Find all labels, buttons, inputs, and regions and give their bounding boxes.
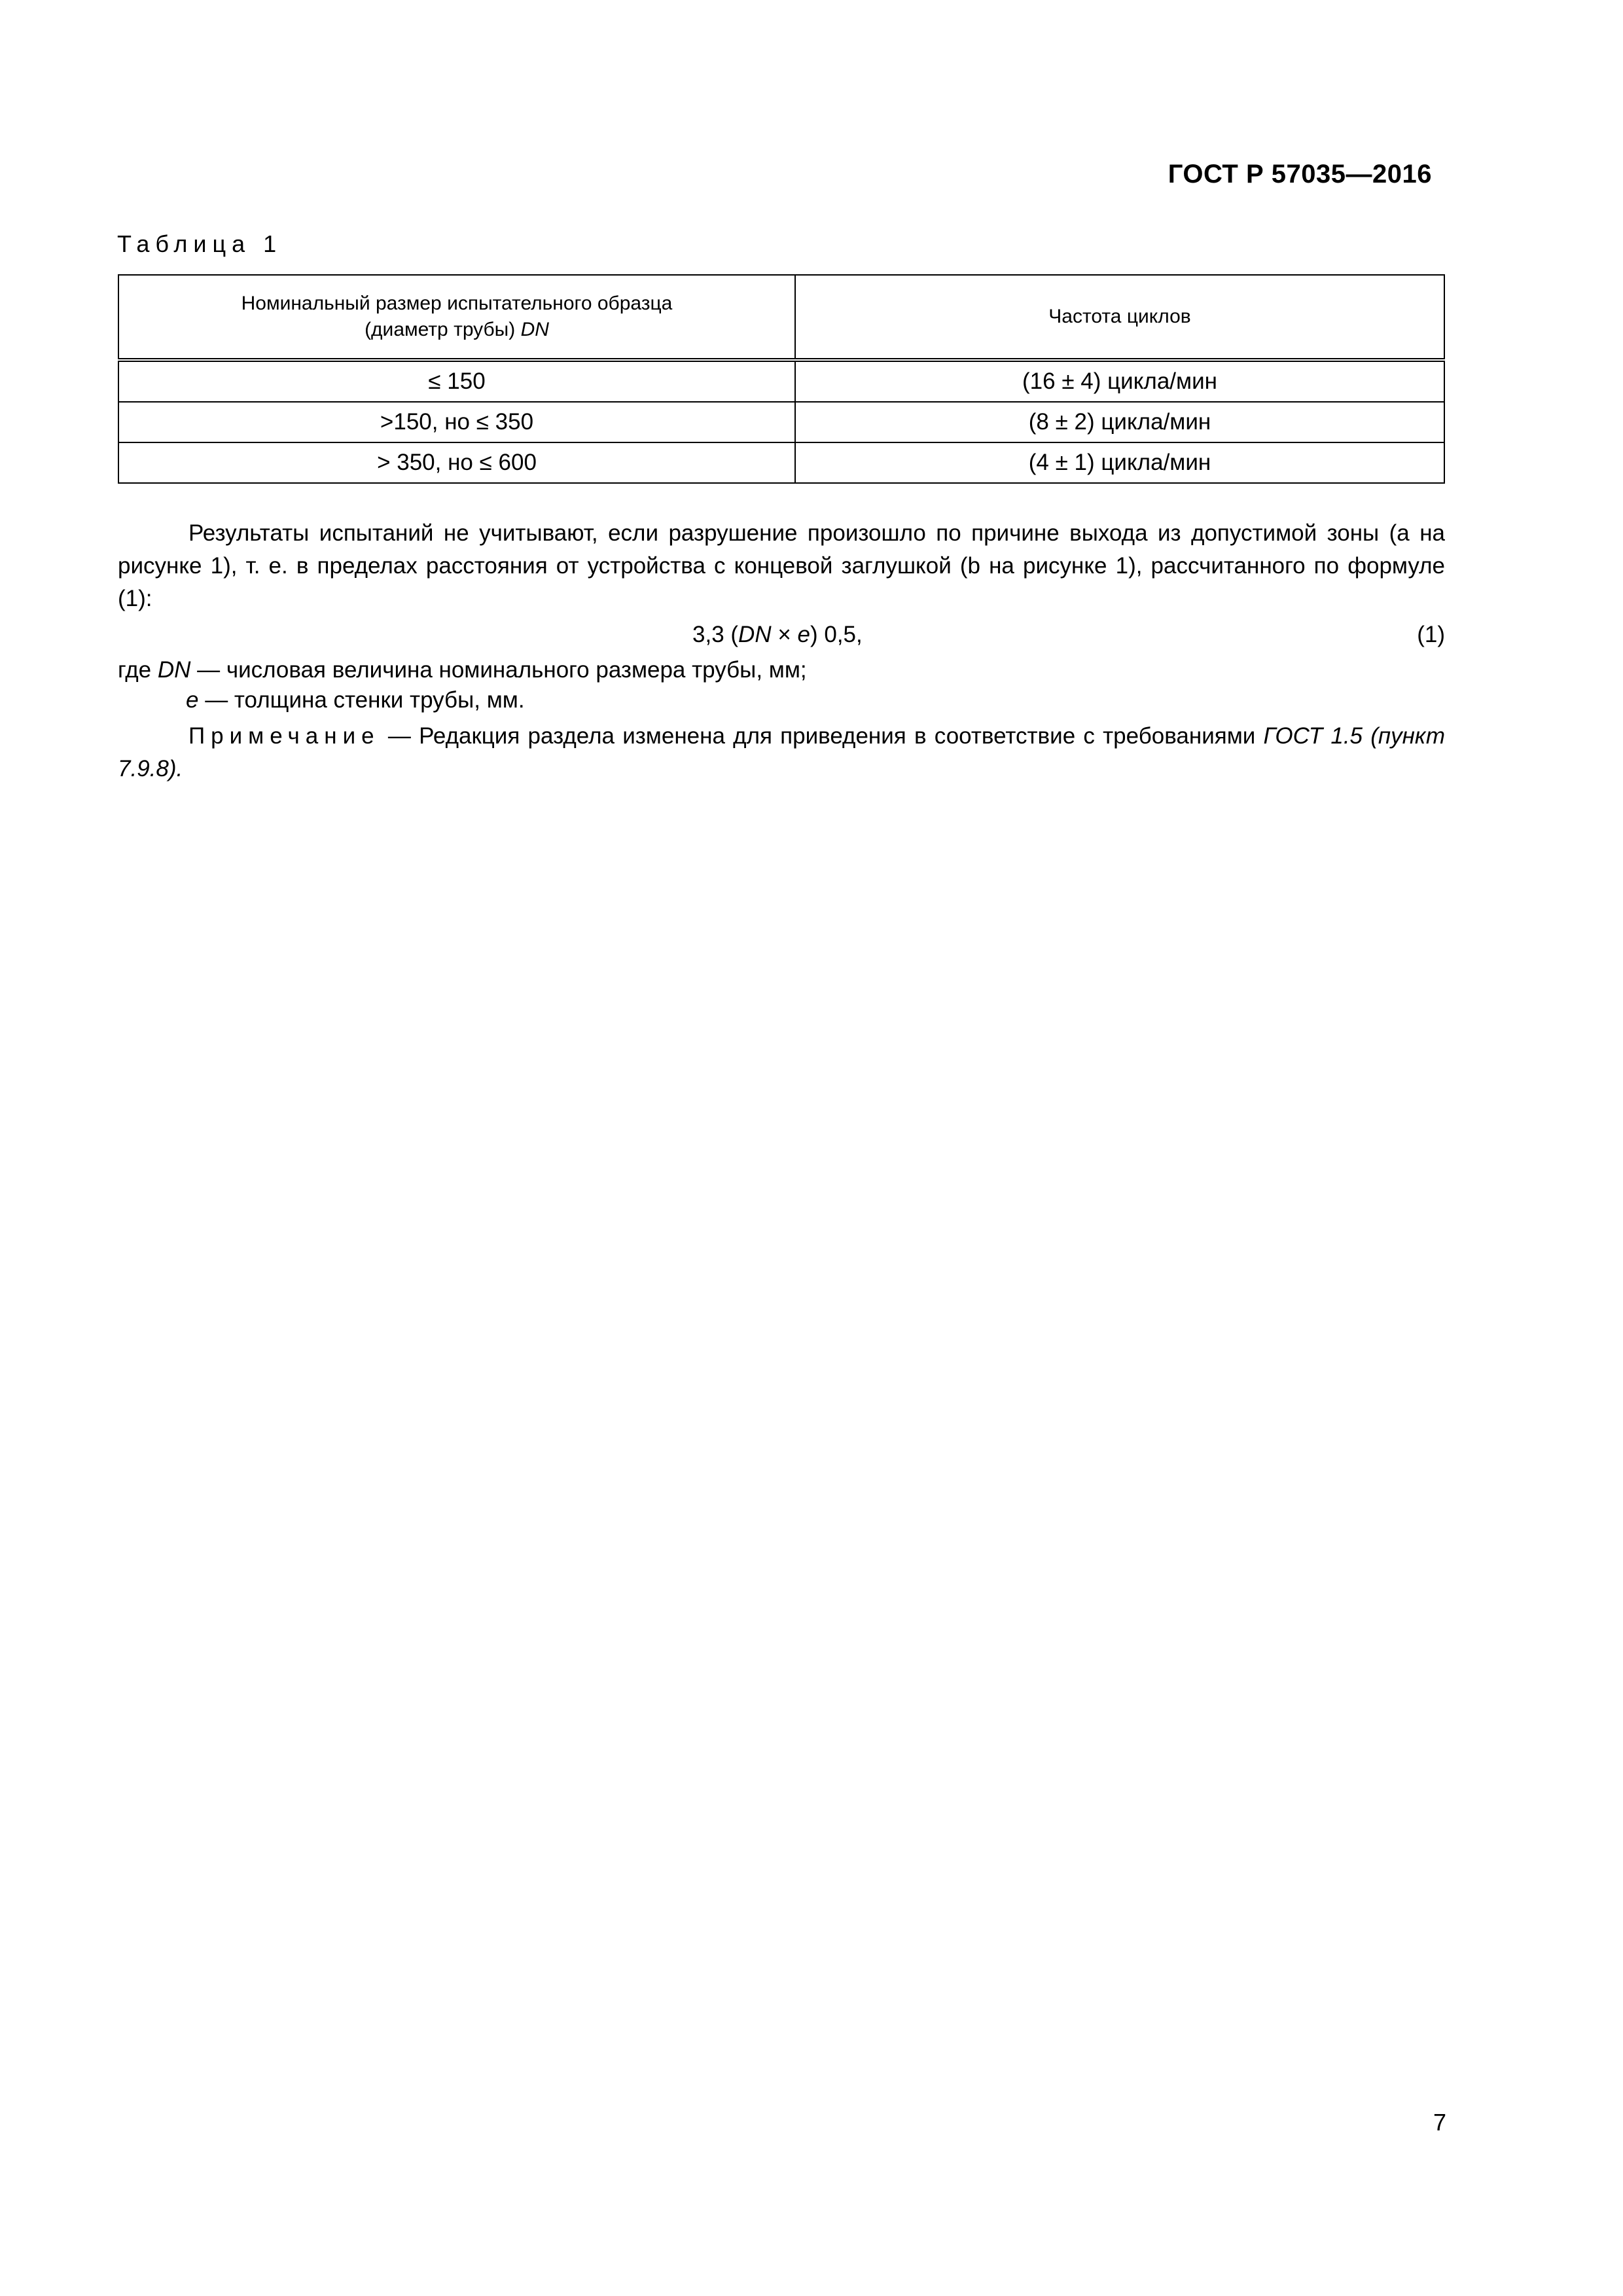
size-cell: ≤ 150 bbox=[118, 360, 795, 402]
frequency-column-header: Частота циклов bbox=[795, 275, 1444, 360]
note-label: Примечание bbox=[188, 723, 380, 749]
table-header-row bbox=[118, 275, 1444, 360]
e-description: толщина стенки трубы, мм. bbox=[234, 687, 525, 713]
page-number: 7 bbox=[1433, 2109, 1446, 2136]
table-row bbox=[118, 360, 1444, 402]
dn-symbol: DN bbox=[520, 319, 549, 340]
formula-number: (1) bbox=[1417, 622, 1445, 647]
size-header-line1: Номинальный размер испытательного образца bbox=[241, 293, 673, 314]
note-paragraph: Примечание — Редакция раздела изменена для приведения в соответствие с требованиями ГОСТ 1.5 (пункт 7.9.8). bbox=[118, 723, 1446, 781]
table-row bbox=[118, 402, 1444, 442]
where-line-dn: где DN — числовая величина номинального размера трубы, мм; bbox=[118, 657, 807, 683]
results-paragraph: Результаты испытаний не учитывают, если разрушение произошло по причине выхода из допустимой зоны (a на рисунке 1), т. е. в пределах расстояния от устройства с концевой заглушкой (b на рисунке 1), рассчитанного по формуле (1): bbox=[118, 520, 1445, 611]
frequency-cell: (16 ± 4) цикла/мин bbox=[795, 360, 1444, 402]
where-line-e: e — толщина стенки трубы, мм. bbox=[186, 687, 525, 713]
cycle-frequency-table bbox=[118, 274, 1445, 484]
dn-symbol: DN bbox=[157, 657, 191, 683]
note-text: Редакция раздела изменена для приведения в соответствие с требованиями bbox=[419, 723, 1264, 749]
size-header-line2: (диаметр трубы) DN bbox=[365, 319, 549, 340]
standard-code-header: ГОСТ Р 57035—2016 bbox=[1168, 160, 1432, 188]
table-caption: Таблица 1 bbox=[117, 230, 283, 257]
table-row bbox=[118, 442, 1444, 483]
dn-description: числовая величина номинального размера трубы, мм; bbox=[226, 657, 807, 683]
note-reference: ГОСТ 1.5 (пункт 7.9.8). bbox=[118, 723, 1446, 781]
size-cell: >150, но ≤ 350 bbox=[118, 402, 795, 442]
e-symbol: e bbox=[186, 687, 199, 713]
size-column-header bbox=[118, 275, 795, 360]
size-cell: > 350, но ≤ 600 bbox=[118, 442, 795, 483]
frequency-cell: (8 ± 2) цикла/мин bbox=[795, 402, 1444, 442]
formula-expression: 3,3 (DN × e) 0,5, bbox=[692, 622, 863, 647]
frequency-cell: (4 ± 1) цикла/мин bbox=[795, 442, 1444, 483]
